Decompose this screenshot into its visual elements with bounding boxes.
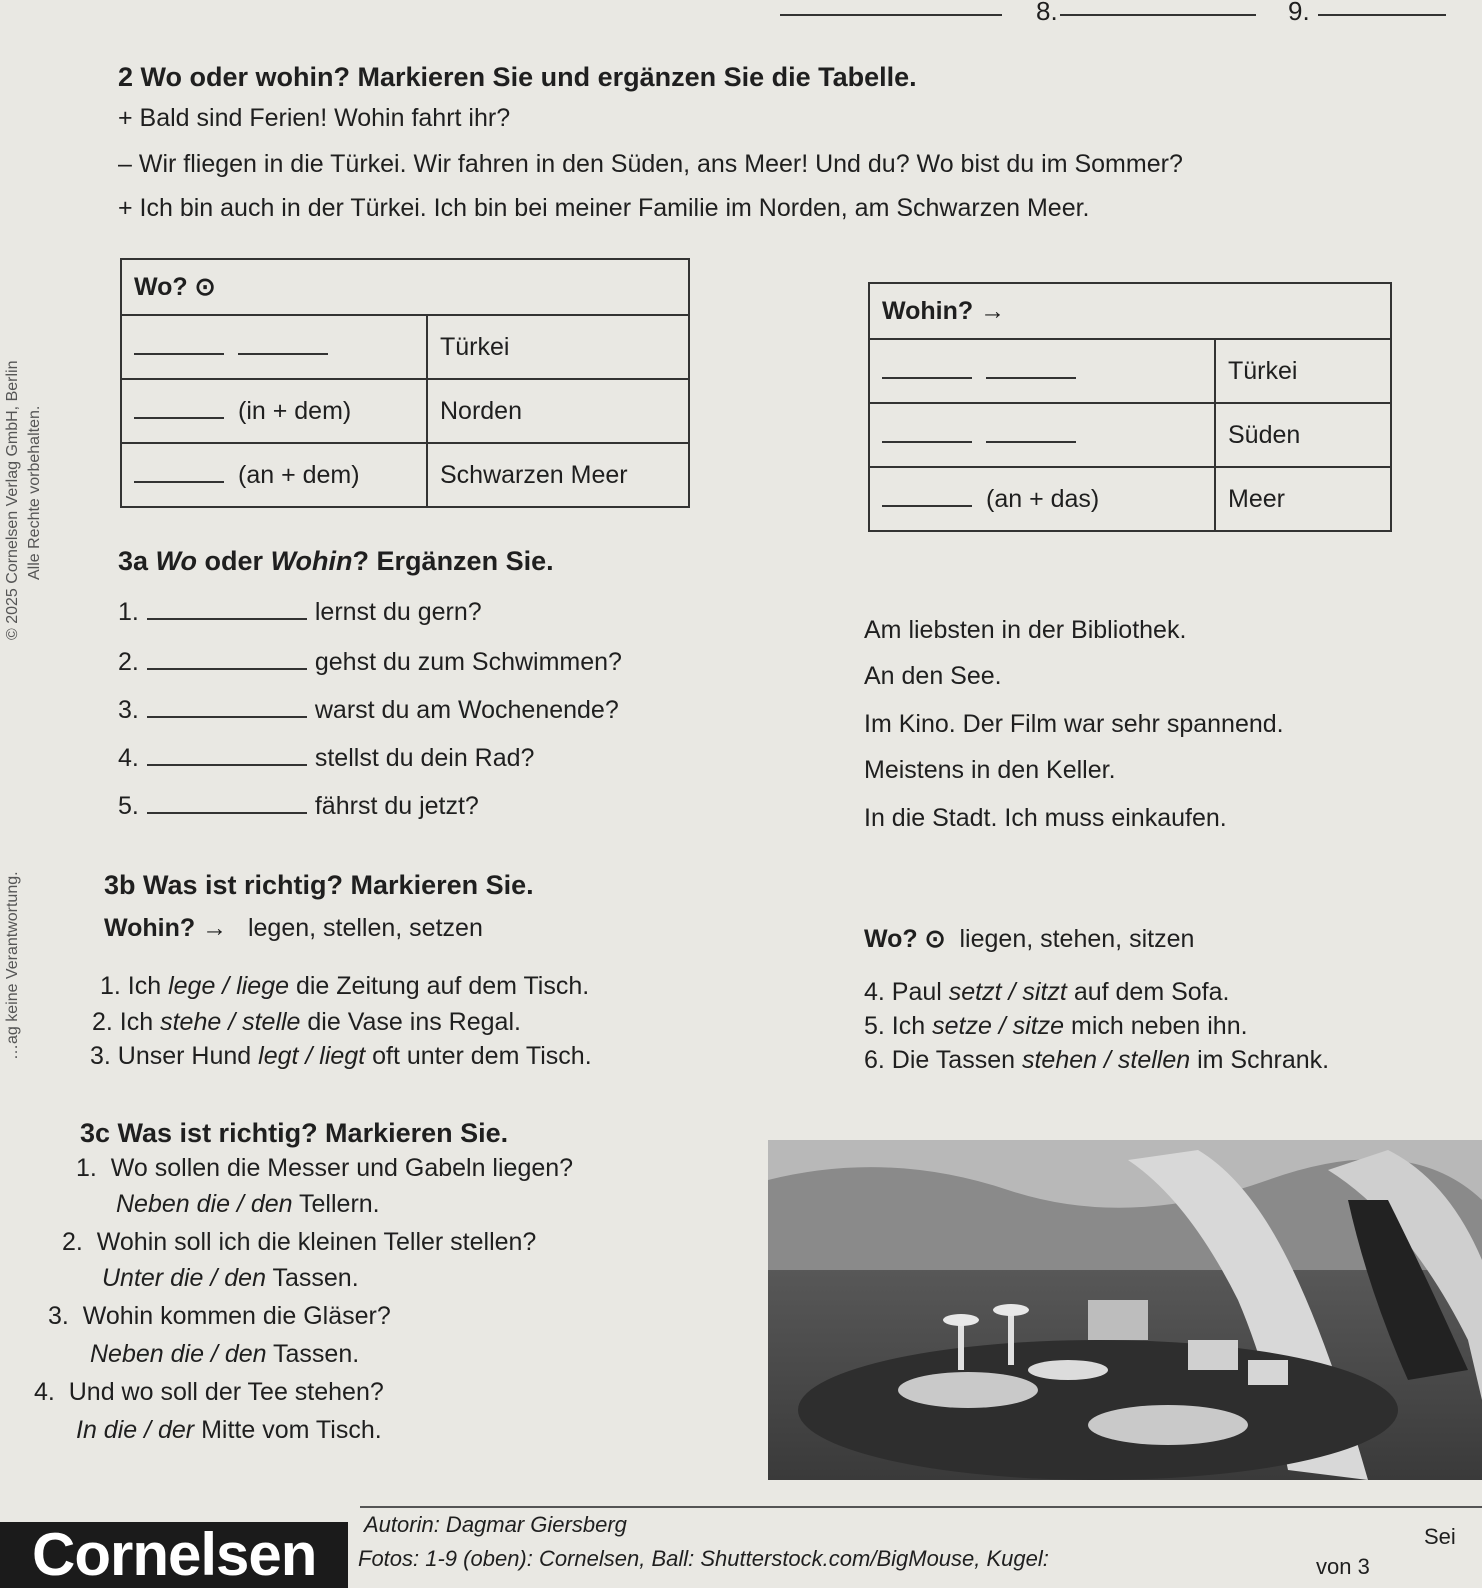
ex3c-question-4: 4. Und wo soll der Tee stehen? [34, 1378, 384, 1406]
sentence-post: im Schrank. [1190, 1046, 1330, 1074]
ex3c-question-2: 2. Wohin soll ich die kleinen Teller stellen? [62, 1228, 537, 1256]
publisher-logo: Cornelsen [0, 1522, 348, 1588]
ex3a-title-wo: Wo [155, 546, 198, 576]
item-number: 3. [118, 696, 139, 724]
sentence-post: die Vase ins Regal. [300, 1008, 521, 1036]
choice-option[interactable]: setzt / sitzt [948, 978, 1067, 1006]
table-row [869, 403, 1391, 467]
answer-post: Tassen. [266, 1264, 359, 1292]
footer-photo-credits: Fotos: 1-9 (oben): Cornelsen, Ball: Shutterstock.com/BigMouse, Kugel: [358, 1546, 1049, 1571]
question-text: gehst du zum Schwimmen? [314, 648, 622, 676]
table-row [869, 467, 1391, 531]
ex3a-title-start: 3a [118, 546, 156, 576]
noun-cell: Schwarzen Meer [427, 443, 689, 507]
ex3c-question-1: 1. Wo sollen die Messer und Gabeln liegen? [76, 1154, 574, 1182]
sentence-post: auf dem Sofa. [1066, 978, 1230, 1006]
dialog-line-3: + Ich bin auch in der Türkei. Ich bin bei meiner Familie im Norden, am Schwarzen Meer. [118, 194, 1090, 222]
ex3a-answer-2: An den See. [864, 662, 1002, 690]
answer-blank[interactable] [147, 650, 307, 670]
item-number: 2. [118, 648, 139, 676]
top-number-8: 8. [1036, 0, 1058, 26]
ex3a-title [118, 546, 554, 577]
ex3a-title-mid: oder [197, 546, 271, 576]
question-text: lernst du gern? [314, 598, 482, 626]
wo-table [120, 258, 690, 508]
noun-cell: Meer [1215, 467, 1391, 531]
ex3b-title: 3b Was ist richtig? Markieren Sie. [104, 870, 534, 900]
noun-cell: Türkei [1215, 339, 1391, 403]
choice-option[interactable]: legt / liegt [258, 1042, 366, 1070]
noun-cell: Türkei [427, 315, 689, 379]
answer-blank[interactable] [986, 423, 1076, 443]
ex3a-title-wohin: Wohin [270, 546, 353, 576]
sentence-pre: 3. Unser Hund [90, 1042, 259, 1070]
ex3c-answer-2 [102, 1264, 359, 1293]
question-text: stellst du dein Rad? [314, 744, 535, 772]
ex3b-sentence-2 [92, 1008, 521, 1037]
answer-blank[interactable] [134, 463, 224, 483]
sentence-pre: 2. Ich [92, 1008, 161, 1036]
wo-verbs: liegen, stehen, sitzen [959, 925, 1195, 953]
ex3a-answer-5: In die Stadt. Ich muss einkaufen. [864, 804, 1227, 832]
wohin-table-header: Wohin? → [869, 283, 1391, 339]
footer-page-of: von 3 [1316, 1554, 1370, 1579]
ex3c-answer-1 [116, 1190, 380, 1219]
ex3b-sentence-6 [864, 1046, 1329, 1075]
sentence-pre: 4. Paul [864, 978, 949, 1006]
choice-option[interactable]: Unter die / den [102, 1264, 266, 1292]
ex3b-wo-line [864, 924, 1194, 954]
ex3a-answer-1: Am liebsten in der Bibliothek. [864, 616, 1187, 644]
top-blank-9 [1318, 14, 1446, 16]
ex3c-question-3: 3. Wohin kommen die Gläser? [48, 1302, 391, 1330]
answer-blank[interactable] [134, 335, 224, 355]
answer-post: Tassen. [266, 1340, 360, 1368]
answer-blank[interactable] [882, 423, 972, 443]
dialog-line-1: + Bald sind Ferien! Wohin fahrt ihr? [118, 104, 511, 132]
footer-author: Autorin: Dagmar Giersberg [364, 1512, 627, 1537]
wo-label: Wo? ⊙ [864, 925, 946, 953]
item-number: 1. [118, 598, 139, 626]
dialog-line-2: – Wir fliegen in die Türkei. Wir fahren in den Süden, ans Meer! Und du? Wo bist du im Sommer? [118, 150, 1183, 178]
ex3a-item-4 [118, 744, 534, 773]
ex3a-item-2 [118, 648, 622, 677]
top-blank-8 [1060, 14, 1256, 16]
choice-option[interactable]: stehen / stellen [1021, 1046, 1191, 1074]
table-row [121, 315, 689, 379]
footer-divider [360, 1506, 1482, 1508]
answer-blank[interactable] [134, 399, 224, 419]
ex3a-item-3 [118, 696, 619, 725]
side-rights: Alle Rechte vorbehalten. [26, 405, 43, 580]
top-blank-prev [780, 14, 1002, 16]
table-row [869, 339, 1391, 403]
sentence-pre: 5. Ich [864, 1012, 933, 1040]
wo-table-header: Wo? ⊙ [121, 259, 689, 315]
footer-page-label: Sei [1424, 1524, 1456, 1549]
answer-blank[interactable] [147, 698, 307, 718]
answer-blank[interactable] [882, 359, 972, 379]
sentence-post: die Zeitung auf dem Tisch. [289, 972, 590, 1000]
ex3c-title: 3c Was ist richtig? Markieren Sie. [80, 1118, 509, 1148]
noun-cell: Süden [1215, 403, 1391, 467]
table-row [121, 379, 689, 443]
wohin-label: Wohin? → [104, 914, 228, 942]
ex2-title: 2 Wo oder wohin? Markieren Sie und ergänzen Sie die Tabelle. [118, 62, 917, 92]
table-row [121, 443, 689, 507]
choice-option[interactable]: Neben die / den [116, 1190, 293, 1218]
answer-blank[interactable] [147, 746, 307, 766]
ex3a-answer-3: Im Kino. Der Film war sehr spannend. [864, 710, 1284, 738]
ex3b-sentence-5 [864, 1012, 1248, 1041]
item-number: 4. [118, 744, 139, 772]
ex3a-item-1 [118, 598, 482, 627]
prep-label: (in + dem) [238, 396, 352, 425]
choice-option[interactable]: stehe / stelle [160, 1008, 301, 1036]
side-liability: …ag keine Verantwortung. [4, 871, 21, 1060]
answer-blank[interactable] [147, 794, 307, 814]
noun-cell: Norden [427, 379, 689, 443]
side-copyright: © 2025 Cornelsen Verlag GmbH, Berlin [4, 360, 21, 640]
ex3a-answer-4: Meistens in den Keller. [864, 756, 1116, 784]
wohin-table [868, 282, 1392, 532]
ex3b-sentence-4 [864, 978, 1229, 1007]
table-setting-photo [768, 1140, 1482, 1480]
table-setting-illustration [768, 1140, 1482, 1480]
answer-blank[interactable] [238, 335, 328, 355]
answer-blank[interactable] [147, 600, 307, 620]
item-number: 5. [118, 792, 139, 820]
top-number-9: 9. [1288, 0, 1310, 26]
answer-post: Tellern. [292, 1190, 380, 1218]
answer-blank[interactable] [986, 359, 1076, 379]
ex3b-wohin-line [104, 914, 483, 943]
ex3a-title-end: ? Ergänzen Sie. [352, 546, 554, 576]
sentence-pre: 1. Ich [100, 972, 169, 1000]
prep-label: (an + dem) [238, 460, 360, 489]
choice-option[interactable]: setze / sitze [932, 1012, 1065, 1040]
choice-option[interactable]: lege / liege [168, 972, 290, 1000]
sentence-post: oft unter dem Tisch. [365, 1042, 592, 1070]
ex3c-answer-4 [76, 1416, 382, 1445]
ex3c-answer-3 [90, 1340, 359, 1369]
ex3a-item-5 [118, 792, 479, 821]
choice-option[interactable]: In die / der [76, 1416, 195, 1444]
answer-blank[interactable] [882, 487, 972, 507]
question-text: warst du am Wochenende? [314, 696, 619, 724]
ex3b-sentence-1 [100, 972, 589, 1001]
wohin-verbs: legen, stellen, setzen [247, 914, 483, 942]
question-text: fährst du jetzt? [314, 792, 479, 820]
sentence-pre: 6. Die Tassen [864, 1046, 1022, 1074]
ex3b-sentence-3 [90, 1042, 592, 1071]
choice-option[interactable]: Neben die / den [90, 1340, 267, 1368]
prep-label: (an + das) [986, 484, 1100, 513]
answer-post: Mitte vom Tisch. [194, 1416, 382, 1444]
sentence-post: mich neben ihn. [1064, 1012, 1248, 1040]
